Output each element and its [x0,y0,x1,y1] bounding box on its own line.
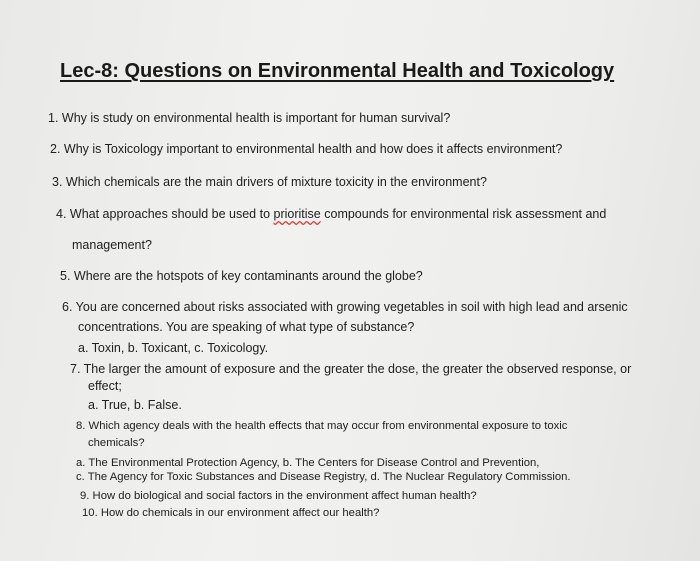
question-8-continued: chemicals? [88,437,145,449]
question-6-options: a. Toxin, b. Toxicant, c. Toxicology. [78,341,269,355]
question-8: 8. Which agency deals with the health effects that may occur from environmental exposure to toxic [76,420,568,432]
question-8-options-2: c. The Agency for Toxic Substances and Disease Registry, d. The Nuclear Regulatory Commission. [76,471,571,483]
question-6-continued: concentrations. You are speaking of what type of substance? [78,320,415,334]
question-9: 9. How do biological and social factors in the environment affect human health? [80,490,477,502]
question-3: 3. Which chemicals are the main drivers of mixture toxicity in the environment? [52,175,487,189]
question-4-continued: management? [72,238,152,252]
question-1: 1. Why is study on environmental health is important for human survival? [48,111,451,125]
question-8-options-1: a. The Environmental Protection Agency, b. The Centers for Disease Control and Prevention, [76,457,540,469]
question-7-options: a. True, b. False. [88,398,182,412]
misspelled-word: prioritise [273,207,321,221]
question-10: 10. How do chemicals in our environment affect our health? [82,507,380,519]
question-4-part-1: 4. What approaches should be used to [56,207,274,221]
question-4 [56,207,606,221]
question-7-continued: effect; [88,379,122,393]
question-2: 2. Why is Toxicology important to environmental health and how does it affects environment? [50,142,563,156]
question-4-part-2: compounds for environmental risk assessment and [320,207,607,221]
question-6: 6. You are concerned about risks associated with growing vegetables in soil with high lead and arsenic [62,300,628,314]
page-title: Lec-8: Questions on Environmental Health and Toxicology [60,60,615,82]
question-5: 5. Where are the hotspots of key contaminants around the globe? [60,269,423,283]
question-7: 7. The larger the amount of exposure and the greater the dose, the greater the observed response, or [70,362,632,376]
